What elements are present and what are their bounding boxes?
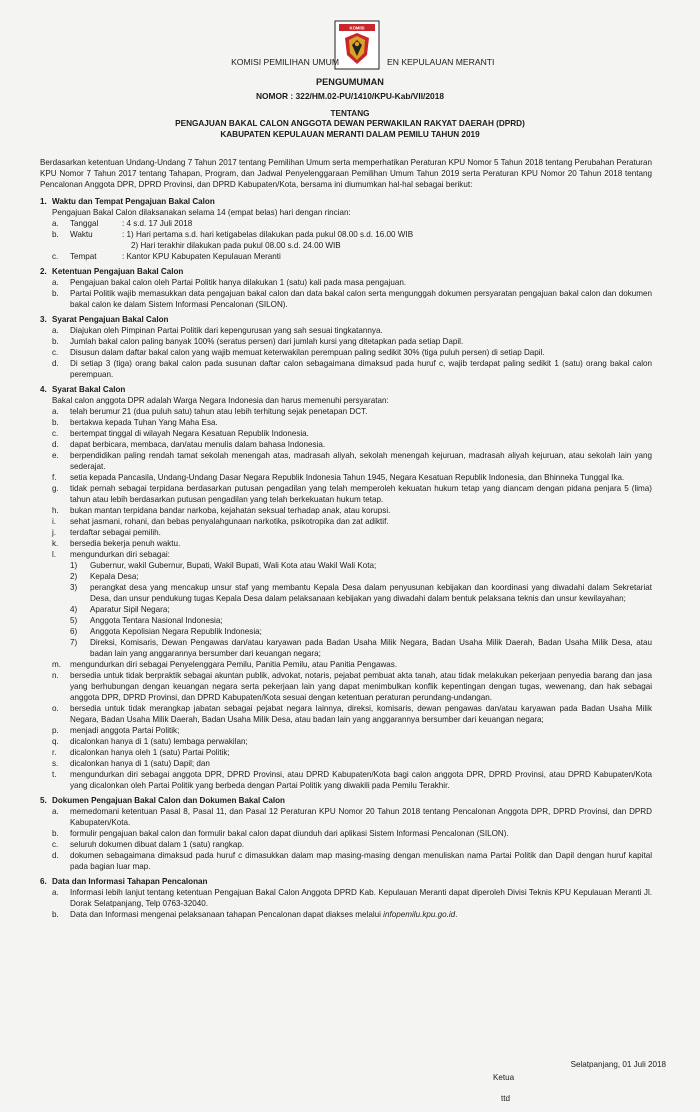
- section-5: 5. Dokumen Pengajuan Bakal Calon dan Dokumen Bakal Calon a. memedomani ketentuan Pasal 8, Pasal 11, dan Pasal 12 Peraturan KPU Nomor 20 Tahun 2018 tentang Pencalonan Anggota DPR, DPRD Provinsi, dan DPRD Kabupaten/Kota. b. formulir pengajuan bakal calon dan formulir bakal calon dapat diunduh dari aplikasi Sistem Informasi Pencalonan (SILON). c. seluruh dokumen dibuat dalam 1 (satu) rangkap. d. dokumen sebagaimana dimaksud pada huruf c dimasukkan dalam map masing-masing dengan menuliskan nama Partai Politik dan Dapil dengan huruf kapital pada bagian luar map.: [40, 796, 652, 871]
- list-item: c. Disusun dalam daftar bakal calon yang wajib memuat keterwakilan perempuan paling sedikit 30% (tiga puluh persen) di setiap Dapil.: [52, 348, 545, 357]
- sub-list-item: 5) Anggota Tentara Nasional Indonesia;: [70, 616, 223, 625]
- section-4-title: Syarat Bakal Calon: [52, 385, 126, 394]
- list-item: b. bertakwa kepada Tuhan Yang Maha Esa.: [52, 418, 218, 427]
- list-item: e. berpendidikan paling rendah tamat sekolah menengah atas, madrasah aliyah, sekolah menengah kejuruan, madrasah aliyah kejuruan, atau sekolah lain yang sederajat.: [52, 451, 652, 471]
- list-item: a. memedomani ketentuan Pasal 8, Pasal 11, dan Pasal 12 Peraturan KPU Nomor 20 Tahun 2018 tentang Pencalonan Anggota DPR, DPRD Provinsi, dan DPRD Kabupaten/Kota.: [52, 807, 652, 827]
- list-item: c. bertempat tinggal di wilayah Negara Kesatuan Republik Indonesia.: [52, 429, 309, 438]
- list-item: b. Waktu : 1) Hari pertama s.d. hari ketigabelas dilakukan pada pukul 08.00 s.d. 16.00 WIB: [52, 230, 414, 239]
- list-item: b. formulir pengajuan bakal calon dan formulir bakal calon dapat diunduh dari aplikasi Sistem Informasi Pencalonan (SILON).: [52, 829, 509, 838]
- infopemilu-link[interactable]: infopemilu.kpu.go.id: [383, 910, 456, 919]
- sub-list-item: 2) Kepala Desa;: [70, 572, 139, 581]
- kpu-logo-icon: [334, 20, 380, 70]
- list-item: r. dicalonkan hanya oleh 1 (satu) Partai Politik;: [52, 748, 230, 757]
- list-item: d. Di setiap 3 (tiga) orang bakal calon pada susunan daftar calon sebagaimana dimaksud pada huruf c, wajib terdapat paling sedikit 1 (satu) orang bakal calon perempuan.: [52, 359, 652, 379]
- list-item: f. setia kepada Pancasila, Undang-Undang Dasar Negara Republik Indonesia Tahun 1945, Negara Kesatuan Republik Indonesia, dan Bhinneka Tunggal Ika.: [52, 473, 625, 482]
- list-item: o. bersedia untuk tidak merangkap jabatan sebagai pejabat negara lainnya, direksi, komisaris, dewan pengawas dan/atau karyawan pada Badan Usaha Milik Negara, Badan Usaha Milik Daerah, Badan Usaha Milik Desa, atau badan lain yang anggarannya bersumber dari keuangan negara;: [52, 704, 652, 724]
- sub-list-item: 1) Gubernur, wakil Gubernur, Bupati, Wakil Bupati, Wali Kota atau Wakil Wali Kota;: [70, 561, 377, 570]
- section-2: 2. Ketentuan Pengajuan Bakal Calon a. Pengajuan bakal calon oleh Partai Politik hanya dilakukan 1 (satu) kali pada masa pengajuan. b. Partai Politik wajib memasukkan data pengajuan bakal calon dan data bakal calon serta mengunggah dokumen persyaratan pengajuan bakal calon dan dokumen bakal calon ke dalam Sistem Informasi Pencalonan (SILON).: [40, 267, 652, 309]
- list-item: b. Data dan Informasi mengenai pelaksanaan tahapan Pencalonan dapat diakses melalui infopemilu.kpu.go.id.: [52, 910, 458, 919]
- section-1-title: Waktu dan Tempat Pengajuan Bakal Calon: [52, 197, 215, 206]
- svg-text:KOMISI: KOMISI: [349, 25, 365, 31]
- sub-list-item: 4) Aparatur Sipil Negara;: [70, 605, 170, 614]
- title-line1: PENGAJUAN BAKAL CALON ANGGOTA DEWAN PERWAKILAN RAKYAT DAERAH (DPRD): [175, 119, 525, 128]
- list-item: a. Tanggal : 4 s.d. 17 Juli 2018: [52, 219, 193, 228]
- list-item: a. Informasi lebih lanjut tentang ketentuan Pengajuan Bakal Calon Anggota DPRD Kab. Kepulauan Meranti dapat diperoleh Divisi Teknis KPU Kepulauan Meranti Jl. Dorak Selatpanjang, Telp 0763-32040.: [52, 888, 652, 908]
- section-1: 1. Waktu dan Tempat Pengajuan Bakal Calon Pengajuan Bakal Calon dilaksanakan selama 14 (empat belas) hari dengan rincian: a. Tanggal : 4 s.d. 17 Juli 2018 b. Waktu : 1) Hari pertama s.d. hari ketigabelas dilakukan pada pukul 08.00 s.d. 16.00 WIB 2) Hari terakhir dilakukan pada pukul 08.00 s.d. 24.00 WIB c. Tempat : Kantor KPU Kabupaten Kepulauan Meranti: [40, 196, 652, 262]
- list-item: p. menjadi anggota Partai Politik;: [52, 726, 180, 735]
- list-item: s. dicalonkan hanya di 1 (satu) Dapil; dan: [52, 759, 210, 768]
- section-5-title: Dokumen Pengajuan Bakal Calon dan Dokumen Bakal Calon: [52, 796, 285, 805]
- section-3-title: Syarat Pengajuan Bakal Calon: [52, 315, 169, 324]
- intro-paragraph: Berdasarkan ketentuan Undang-Undang 7 Tahun 2017 tentang Pemilihan Umum serta memperhatikan Peraturan KPU Nomor 5 Tahun 2018 tentang Perubahan Peraturan KPU Nomor 7 Tahun 2017 tentang Tahapan, Program, dan Jadwal Penyelenggaraan Pemilihan Umum Tahun 2019 serta Peraturan KPU Nomor 20 Tahun 2018 tentang Pencalonan Anggota DPR, DPRD Provinsi, dan DPRD Kabupaten/Kota, bersama ini diumumkan hal-hal sebagai berikut:: [40, 158, 652, 189]
- list-item: k. bersedia bekerja penuh waktu.: [52, 539, 181, 548]
- announcement-body: [40, 157, 652, 924]
- list-item: l. mengundurkan diri sebagai:: [52, 550, 170, 559]
- list-item: q. dicalonkan hanya di 1 (satu) lembaga perwakilan;: [52, 737, 248, 746]
- letterhead-left: KOMISI PEMILIHAN UMUM: [231, 57, 339, 67]
- sub-list-item: 3) perangkat desa yang mencakup unsur staf yang membantu Kepala Desa dalam penyusunan kebijakan dan koordinasi yang diwadahi dalam Sekretariat Desa, dan unsur pendukung tugas Kepala Desa dalam pelaksanaan kebijakan yang diwadahi dalam bentuk pelaksana teknis dan unsur kewilayahan;: [70, 583, 652, 603]
- list-item: m. mengundurkan diri sebagai Penyelenggara Pemilu, Panitia Pemilu, atau Panitia Pengawas.: [52, 660, 398, 669]
- section-6-title: Data dan Informasi Tahapan Pencalonan: [52, 877, 208, 886]
- list-item: n. bersedia untuk tidak berpraktik sebagai akuntan publik, advokat, notaris, pejabat pembuat akta tanah, atau tidak melakukan pekerjaan penyedia barang dan jasa yang berhubungan dengan keuangan negara serta pekerjaan lain yang dapat menimbulkan konflik kepentingan dengan tugas, wewenang, dan hak sebagai anggota DPR, DPRD Provinsi, dan DPRD Kabupaten/Kota sesuai dengan ketentuan peraturan perundang-undangan.: [52, 671, 652, 702]
- title-pengumuman: PENGUMUMAN: [316, 77, 384, 87]
- title-tentang: TENTANG: [330, 109, 370, 118]
- title-line2: KABUPATEN KEPULAUAN MERANTI DALAM PEMILU TAHUN 2019: [220, 130, 480, 139]
- list-item: b. Jumlah bakal calon paling banyak 100% (seratus persen) dari jumlah kursi yang ditetapkan pada setiap Dapil.: [52, 337, 464, 346]
- list-item: 2) Hari terakhir dilakukan pada pukul 08.00 s.d. 24.00 WIB: [131, 241, 341, 250]
- section-3: 3. Syarat Pengajuan Bakal Calon a. Diajukan oleh Pimpinan Partai Politik dari kepengurusan yang sah sesuai tingkatannya. b. Jumlah bakal calon paling banyak 100% (seratus persen) dari jumlah kursi yang ditetapkan pada setiap Dapil. c. Disusun dalam daftar bakal calon yang wajib memuat keterwakilan perempuan paling sedikit 30% (tiga puluh persen) di setiap Dapil. d. Di setiap 3 (tiga) orang bakal calon pada susunan daftar calon sebagaimana dimaksud pada huruf c, wajib terdapat paling sedikit 1 (satu) orang bakal calon perempuan.: [40, 315, 652, 379]
- list-item: i. sehat jasmani, rohani, dan bebas penyalahgunaan narkotika, psikotropika dan zat adiktif.: [52, 517, 389, 526]
- list-item: d. dapat berbicara, membaca, dan/atau menulis dalam bahasa Indonesia.: [52, 440, 326, 449]
- list-item: d. dokumen sebagaimana dimaksud pada huruf c dimasukkan dalam map masing-masing dengan menuliskan nama Partai Politik dan Dapil dengan huruf kapital pada bagian luar map.: [52, 851, 652, 871]
- list-item: a. Pengajuan bakal calon oleh Partai Politik hanya dilakukan 1 (satu) kali pada masa pengajuan.: [52, 278, 407, 287]
- sub-list-item: 7) Direksi, Komisaris, Dewan Pengawas dan/atau karyawan pada Badan Usaha Milik Negara, Badan Usaha Milik Daerah, Badan Usaha Milik Desa, atau badan lain yang anggarannya bersumber dari keuangan negara;: [70, 638, 652, 658]
- section-1-lead: Pengajuan Bakal Calon dilaksanakan selama 14 (empat belas) hari dengan rincian:: [52, 208, 351, 217]
- list-item: c. seluruh dokumen dibuat dalam 1 (satu) rangkap.: [52, 840, 245, 849]
- section-4: 4. Syarat Bakal Calon Bakal calon anggota DPR adalah Warga Negara Indonesia dan harus memenuhi persyaratan: a. telah berumur 21 (dua puluh satu) tahun atau lebih terhitung sejak penetapan DCT. b. bertakwa kepada Tuhan Yang Maha Esa. c. bertempat tinggal di wilayah Negara Kesatuan Republik Indonesia. d. dapat berbicara, membaca, dan/atau menulis dalam bahasa Indonesia. e. berpendidikan paling rendah tamat sekolah menengah atas, madrasah aliyah, sekolah menengah kejuruan, madrasah aliyah kejuruan, atau sekolah lain yang sederajat. f. setia kepada Pancasila, Undang-Undang Dasar Negara Republik Indonesia Tahun 1945, Negara Kesatuan Republik Indonesia, dan Bhinneka Tunggal Ika. g. tidak pernah sebagai terpidana berdasarkan putusan pengadilan yang telah memperoleh kekuatan hukum tetap yang diancam dengan pidana penjara 5 (lima) tahun atau lebih berdasarkan putusan pengadilan yang telah berkekuatan hukum tetap. h. bukan mantan terpidana bandar narkoba, kejahatan seksual terhadap anak, atau korupsi. i. sehat jasmani, rohani, dan bebas penyalahgunaan narkotika, psikotropika dan zat adiktif. j. terdaftar sebagai pemilih. k. bersedia bekerja penuh waktu. l. mengundurkan diri sebagai: 1) Gubernur, wakil Gubernur, Bupati, Wakil Bupati, Wali Kota atau Wakil Wali Kota; 2) Kepala Desa; 3) perangkat desa yang mencakup unsur staf yang membantu Kepala Desa dalam penyusunan kebijakan dan koordinasi yang diwadahi dalam Sekretariat Desa, dan unsur pendukung tugas Kepala Desa dalam pelaksanaan kebijakan yang diwadahi dalam bentuk pelaksana teknis dan unsur kewilayahan; 4) Aparatur Sipil Negara; 5) Anggota Tentara Nasional Indonesia; 6) Anggota Kepolisian Negara Republik Indonesia; 7) Direksi, Komisaris, Dewan Pengawas dan/atau karyawan pada Badan Usaha Milik Negara, Badan Usaha Milik Daerah, Badan Usaha Milik Desa, atau badan lain yang anggarannya bersumber dari keuangan negara; m. mengundurkan diri sebagai Penyelenggara Pemilu, Panitia Pemilu, atau Panitia Pengawas. n. bersedia untuk tidak berpraktik sebagai akuntan publik, advokat, notaris, pejabat pembuat akta tanah, atau tidak melakukan pekerjaan penyedia barang dan jasa yang berhubungan dengan keuangan negara serta pekerjaan lain yang dapat menimbulkan konflik kepentingan dengan tugas, wewenang, dan hak sebagai anggota DPR, DPRD Provinsi, dan DPRD Kabupaten/Kota sesuai dengan ketentuan peraturan perundang-undangan. o. bersedia untuk tidak merangkap jabatan sebagai pejabat negara lainnya, direksi, komisaris, dewan pengawas dan/atau karyawan pada Badan Usaha Milik Negara, Badan Usaha Milik Daerah, Badan Usaha Milik Desa, atau badan lain yang anggarannya bersumber dari keuangan negara; p. menjadi anggota Partai Politik; q. dicalonkan hanya di 1 (satu) lembaga perwakilan; r. dicalonkan hanya oleh 1 (satu) Partai Politik; s. dicalonkan hanya di 1 (satu) Dapil; dan t. mengundurkan diri sebagai anggota DPR, DPRD Provinsi, atau DPRD Kabupaten/Kota bagi calon anggota DPR, DPRD Provinsi, atau DPRD Kabupaten/Kota yang dicalonkan oleh Partai Politik yang berbeda dengan Partai Politik yang diwakili pada Pemilu Terakhir.: [40, 385, 652, 790]
- section-2-title: Ketentuan Pengajuan Bakal Calon: [52, 267, 184, 276]
- list-item: a. Diajukan oleh Pimpinan Partai Politik dari kepengurusan yang sah sesuai tingkatannya.: [52, 326, 383, 335]
- section-4-lead: Bakal calon anggota DPR adalah Warga Negara Indonesia dan harus memenuhi persyaratan:: [52, 396, 389, 405]
- sign-ketua: Ketua: [493, 1073, 515, 1082]
- list-item: h. bukan mantan terpidana bandar narkoba, kejahatan seksual terhadap anak, atau korupsi.: [52, 506, 391, 515]
- list-item: g. tidak pernah sebagai terpidana berdasarkan putusan pengadilan yang telah memperoleh kekuatan hukum tetap yang diancam dengan pidana penjara 5 (lima) tahun atau lebih berdasarkan putusan pengadilan yang telah berkekuatan hukum tetap.: [52, 484, 652, 504]
- list-item: c. Tempat : Kantor KPU Kabupaten Kepulauan Meranti: [52, 252, 281, 261]
- sign-place-date: Selatpanjang, 01 Juli 2018: [570, 1060, 666, 1069]
- list-item: b. Partai Politik wajib memasukkan data pengajuan bakal calon dan data bakal calon serta mengunggah dokumen persyaratan pengajuan bakal calon dan dokumen bakal calon ke dalam Sistem Informasi Pencalonan (SILON).: [52, 289, 652, 309]
- list-item: j. terdaftar sebagai pemilih.: [52, 528, 161, 537]
- sign-ttd: ttd: [501, 1094, 510, 1103]
- list-item: t. mengundurkan diri sebagai anggota DPR, DPRD Provinsi, atau DPRD Kabupaten/Kota bagi calon anggota DPR, DPRD Provinsi, atau DPRD Kabupaten/Kota yang dicalonkan oleh Partai Politik yang berbeda dengan Partai Politik yang diwakili pada Pemilu Terakhir.: [52, 770, 652, 790]
- title-nomor: NOMOR : 322/HM.02-PU/1410/KPU-Kab/VII/2018: [255, 91, 445, 101]
- section-6: 6. Data dan Informasi Tahapan Pencalonan a. Informasi lebih lanjut tentang ketentuan Pengajuan Bakal Calon Anggota DPRD Kab. Kepulauan Meranti dapat diperoleh Divisi Teknis KPU Kepulauan Meranti Jl. Dorak Selatpanjang, Telp 0763-32040. b. Data dan Informasi mengenai pelaksanaan tahapan Pencalonan dapat diakses melalui infopemilu.kpu.go.id.: [40, 877, 652, 919]
- list-item: a. telah berumur 21 (dua puluh satu) tahun atau lebih terhitung sejak penetapan DCT.: [52, 407, 368, 416]
- sub-list-item: 6) Anggota Kepolisian Negara Republik Indonesia;: [70, 627, 262, 636]
- letterhead-right: EN KEPULAUAN MERANTI: [387, 57, 495, 67]
